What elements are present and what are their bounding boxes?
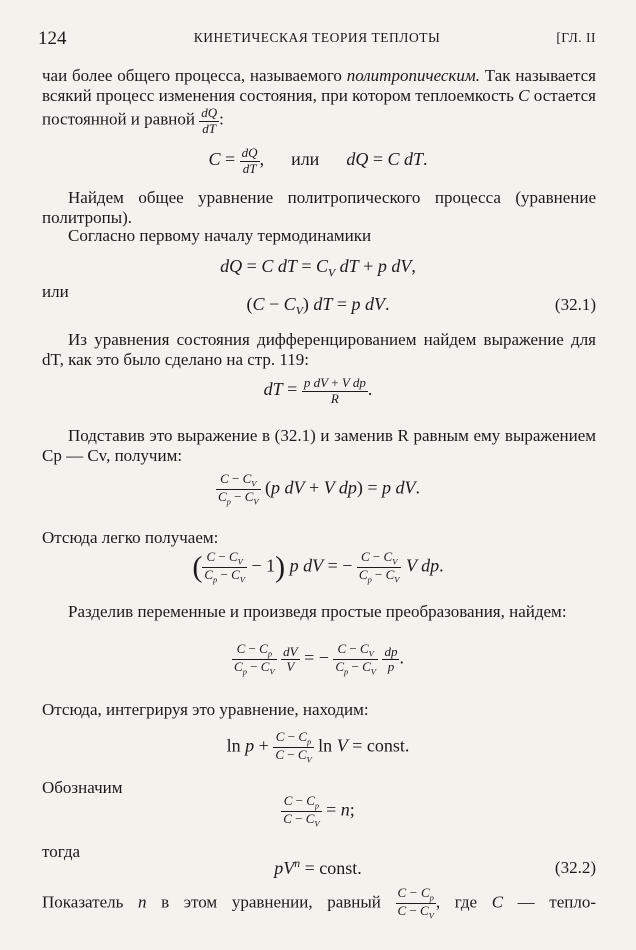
- paragraph-2: Найдем общее уравнение политропического процесса (уравнение политропы).: [42, 188, 596, 227]
- paragraph-6: Отсюда легко получаем:: [42, 528, 219, 547]
- running-title: КИНЕТИЧЕСКАЯ ТЕОРИЯ ТЕПЛОТЫ: [193, 30, 441, 45]
- paragraph-10: тогда: [42, 842, 81, 861]
- paragraph-4: Из уравнения состояния дифференцированием найдем выражение для dT, как это было сделано на стр. 119:: [42, 330, 596, 369]
- equation-n-definition: $\frac{C - C_p}{C - C_V}$ = n;: [283, 793, 355, 830]
- chapter-label: [ГЛ. II: [556, 30, 596, 45]
- paragraph-9: Обозначим: [42, 778, 123, 797]
- equation-number-32-2: (32.2): [554, 858, 596, 877]
- equation-first-law: dQ = C dT = $C_V$ dT + p dV,: [220, 256, 416, 280]
- equation-32-2: $pV^n$ = const.: [274, 857, 362, 878]
- label-or: или: [42, 282, 69, 301]
- equation-number-32-1: (32.1): [554, 295, 596, 314]
- paragraph-1: чаи более общего процесса, называемого политропическим. Так называется всякий процесс изменения состояния, при котором теплоемкость C остается постоянной и равной $\frac{dQ}{dT}$ :: [42, 66, 597, 136]
- paragraph-3: Согласно первому началу термодинамики: [68, 226, 372, 245]
- equation-dT: dT = $\frac{\text{p dV + V dp}}{R}$ .: [263, 375, 373, 406]
- page-number: 124: [38, 28, 67, 49]
- equation-32-1: $(C - C_V)$ dT = p dV.: [246, 294, 390, 318]
- equation-heat-capacity: C = $\frac{dQ}{dT}$ , или dQ = C dT.: [208, 145, 428, 176]
- equation-rearranged: ( $\frac{C - C_V}{C_p - C_V}$ − 1) p dV = − $\frac{C - C_V}{C_p - C_V}$ V dp.: [192, 549, 444, 586]
- paragraph-11: Показатель n в этом уравнении, равный $\frac{C - C_p}{C - C_V}$ , где C — тепло-: [42, 885, 596, 922]
- equation-separated: $\frac{C - C_p}{C_p - C_V}$ $\frac{dV}{V}$ = − $\frac{C - C_V}{C_p - C_V}$ $\frac{dp}{p}$ .: [234, 641, 404, 678]
- paragraph-5: Подставив это выражение в (32.1) и заменив R равным ему выражением Cp — Cv, получим:: [42, 426, 596, 465]
- fraction-dQ-dT: $\frac{dQ}{dT}$: [201, 105, 218, 136]
- paragraph-7: Разделив переменные и произведя простые преобразования, найдем:: [68, 602, 567, 621]
- running-header: [38, 28, 596, 50]
- equation-integrated: ln p + $\frac{C - C_p}{C - C_V}$ ln V = const.: [226, 729, 410, 766]
- equation-substitution: $\frac{C - C_V}{C_p - C_V}$ (p dV + V dp) = p dV.: [217, 471, 421, 508]
- paragraph-8: Отсюда, интегрируя это уравнение, находим:: [42, 700, 369, 719]
